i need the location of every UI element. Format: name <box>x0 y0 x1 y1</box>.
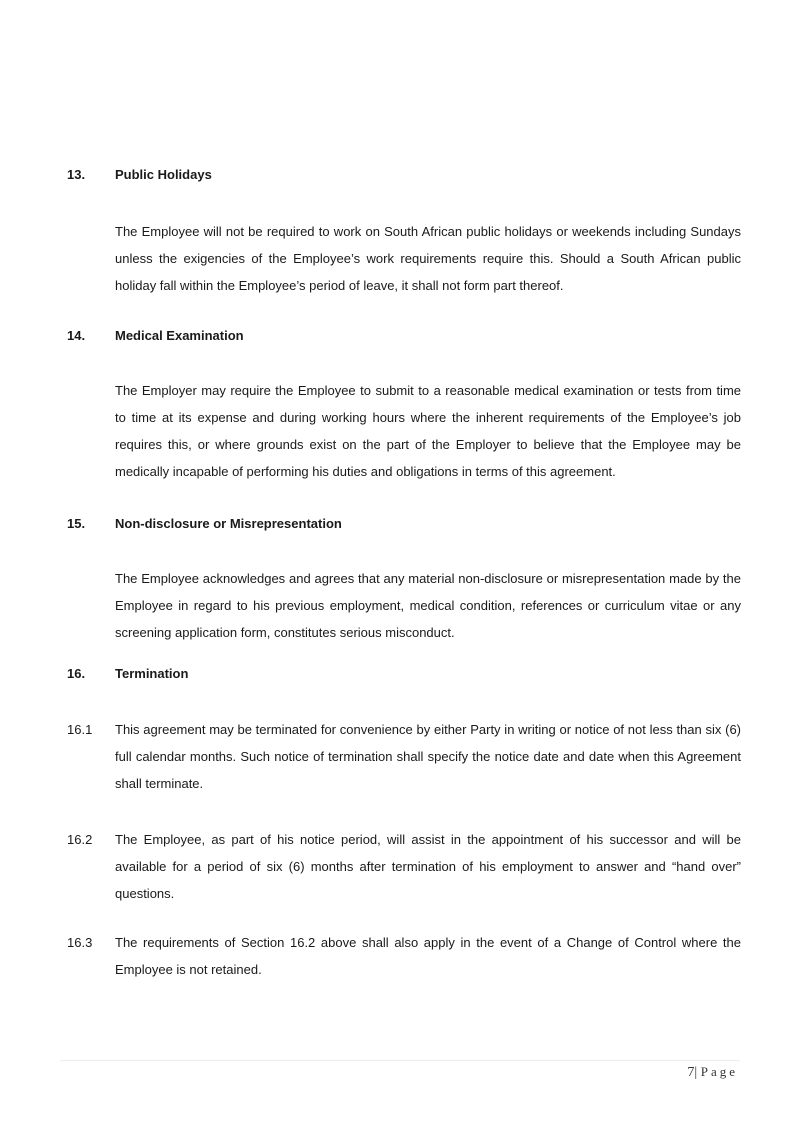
section-number: 16. <box>67 666 86 681</box>
section-13-body: The Employee will not be required to work on South African public holidays or weekends including Sundays unless the exigencies of the Employee’s work requirements require this. Should a South African public holiday fall within the Employee’s period of leave, it shall not form part thereof. <box>115 224 741 293</box>
clause-16-2 <box>67 826 741 907</box>
clause-16-1 <box>67 716 741 797</box>
clause-text: The requirements of Section 16.2 above shall also apply in the event of a Change of Control where the Employee is not retained. <box>115 935 741 977</box>
page-separator: | <box>694 1065 698 1080</box>
clause-text: This agreement may be terminated for convenience by either Party in writing or notice of not less than six (6) full calendar months. Such notice of termination shall specify the notice date and date when this Agreement shall terminate. <box>115 722 741 791</box>
section-number: 13. <box>67 167 86 182</box>
clause-16-3 <box>67 929 741 983</box>
clause-number: 16.3 <box>67 935 93 950</box>
section-14-heading <box>67 326 244 346</box>
footer-divider <box>60 1060 740 1061</box>
clause-number: 16.2 <box>67 832 93 847</box>
page-number: 7 <box>687 1065 695 1080</box>
clause-text: The Employee, as part of his notice period, will assist in the appointment of his successor and will be available for a period of six (6) months after termination of his employment to answer and “hand over” questions. <box>115 832 741 901</box>
section-14-body: The Employer may require the Employee to submit to a reasonable medical examination or tests from time to time at its expense and during working hours where the inherent requirements of the Employee’s job requires this, or where grounds exist on the part of the Employer to believe that the Employee may be medically incapable of performing his duties and obligations in terms of this agreement. <box>115 383 741 479</box>
section-15-body: The Employee acknowledges and agrees that any material non-disclosure or misrepresentation made by the Employee in regard to his previous employment, medical condition, references or curriculum vitae or any screening application form, constitutes serious misconduct. <box>115 571 741 640</box>
page-label: Page <box>700 1064 738 1079</box>
section-15-heading <box>67 514 342 534</box>
section-title: Medical Examination <box>115 328 244 343</box>
section-number: 14. <box>67 328 86 343</box>
section-number: 15. <box>67 516 86 531</box>
page-number-footer <box>687 1064 738 1081</box>
section-13-heading <box>67 165 212 185</box>
section-title: Non-disclosure or Misrepresentation <box>115 516 342 531</box>
clause-number: 16.1 <box>67 722 93 737</box>
section-16-heading <box>67 664 188 684</box>
section-title: Termination <box>115 666 189 681</box>
section-title: Public Holidays <box>115 167 212 182</box>
